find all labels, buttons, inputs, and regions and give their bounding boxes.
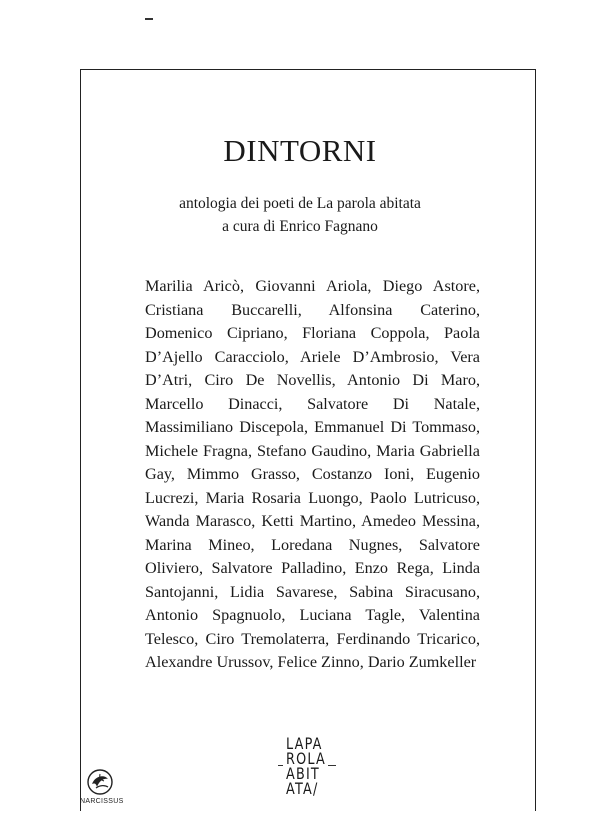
book-editor: a cura di Enrico Fagnano bbox=[222, 218, 378, 235]
narcissus-logo-icon bbox=[86, 768, 114, 796]
publisher-mark bbox=[80, 768, 124, 805]
book-subtitle: antologia dei poeti de La parola abitata bbox=[179, 195, 421, 212]
book-title: DINTORNI bbox=[223, 133, 377, 168]
poets-list: Marilia Aricò, Giovanni Ariola, Diego Astore, Cristiana Buccarelli, Alfonsina Caterino, Domenico Cipriano, Floriana Coppola, Paola D’Ajello Caracciolo, Ariele D’Ambrosio, Vera D’Atri, Ciro De Novellis, Antonio Di Maro, Marcello Dinacci, Salvatore Di Natale, Massimiliano Discepola, Emmanuel Di Tommaso, Michele Fragna, Stefano Gaudino, Maria Gabriella Gay, Mimmo Grasso, Costanzo Ioni, Eugenio Lucrezi, Maria Rosaria Luongo, Paolo Lutricuso, Wanda Marasco, Ketti Martino, Amedeo Messina, Marina Mineo, Loredana Nugnes, Salvatore Oliviero, Salvatore Palladino, Enzo Rega, Linda Santojanni, Lidia Savarese, Sabina Siracusano, Antonio Spagnuolo, Luciana Tagle, Valentina Telesco, Ciro Tremolaterra, Ferdinando Tricarico, Alexandre Urussov, Felice Zinno, Dario Zumkeller bbox=[145, 277, 480, 671]
publisher-name: NARCISSUS bbox=[80, 798, 124, 805]
logo-line: ROLA bbox=[286, 749, 326, 768]
logo-divider bbox=[278, 765, 283, 766]
logo-line: ATA/ bbox=[286, 779, 319, 798]
logo-line: ABIT bbox=[286, 764, 320, 783]
scan-speck bbox=[145, 18, 153, 20]
la-parola-abitata-logo bbox=[286, 736, 366, 796]
logo-line: LAPA bbox=[286, 734, 323, 753]
